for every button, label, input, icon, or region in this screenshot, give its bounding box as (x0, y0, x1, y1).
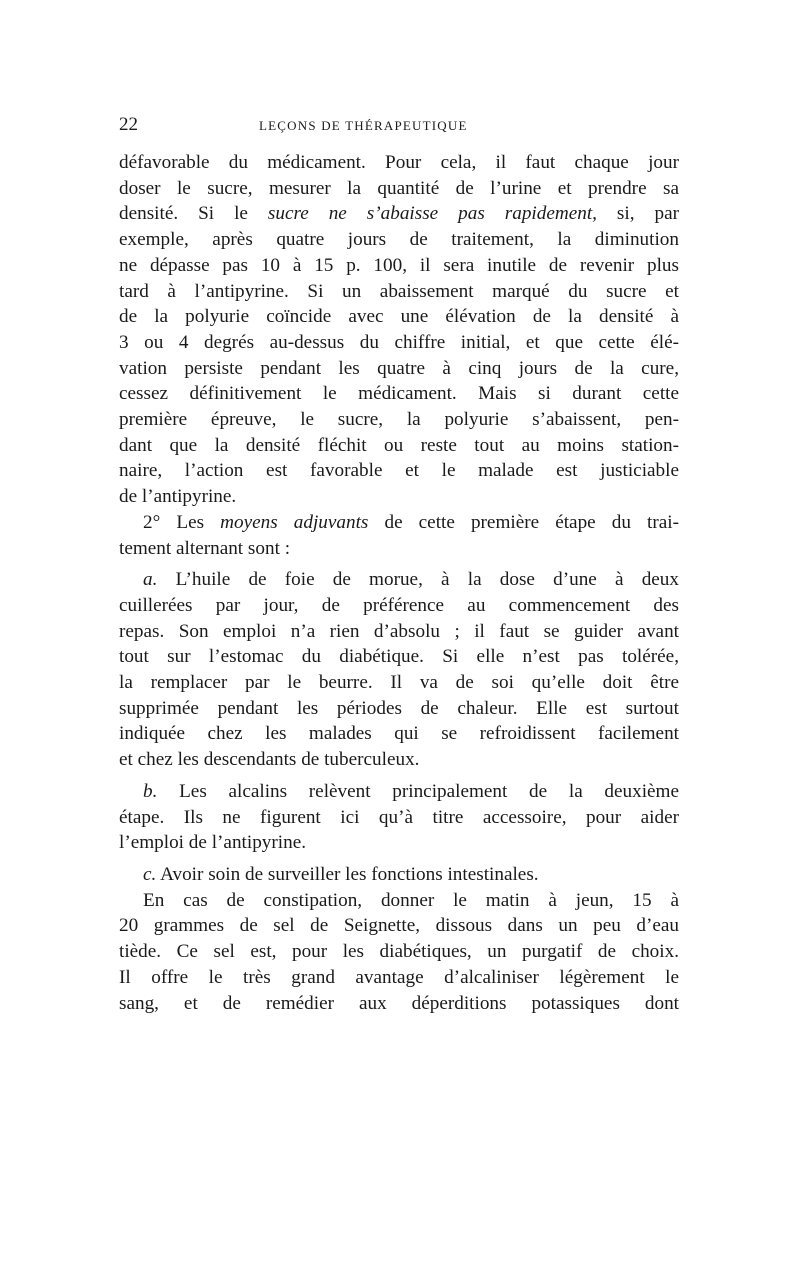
paragraph-1 (119, 150, 679, 510)
text-line: sang, et de remédier aux déperditions potassiques dont (119, 992, 679, 1014)
text-line: la remplacer par le beurre. Il va de soi qu’elle doit être (119, 672, 679, 694)
text-line: l’emploi de l’antipyrine. (119, 832, 307, 854)
text-line: de la polyurie coïncide avec une élévation de la densité à (119, 306, 679, 328)
paragraph-b (119, 779, 679, 856)
text-line: exemple, après quatre jours de traitement, la diminution (119, 229, 679, 251)
text-line: étape. Ils ne figurent ici qu’à titre accessoire, pour aider (119, 806, 679, 828)
paragraph-2 (119, 510, 679, 561)
item-label: c. (143, 863, 157, 885)
item-label: a. (143, 569, 158, 591)
page-header (119, 114, 679, 142)
text-line: En cas de constipation, donner le matin à jeun, 15 à (143, 889, 679, 911)
paragraph-c (119, 862, 679, 888)
page-number: 22 (119, 114, 138, 135)
text-line: tiède. Ce sel est, pour les diabétiques, un purgatif de choix. (119, 941, 679, 963)
text-line: a. L’huile de foie de morue, à la dose d’une à deux (143, 569, 679, 591)
text-line: tard à l’antipyrine. Si un abaissement marqué du sucre et (119, 280, 679, 302)
text-line: naire, l’action est favorable et le malade est justiciable (119, 460, 679, 482)
text-line: vation persiste pendant les quatre à cinq jours de la cure, (119, 357, 679, 379)
text-line: ne dépasse pas 10 à 15 p. 100, il sera inutile de revenir plus (119, 254, 679, 276)
text-line: première épreuve, le sucre, la polyurie s’abaissent, pen- (119, 409, 679, 431)
text-line: dant que la densité fléchit ou reste tout au moins station- (119, 434, 679, 456)
text-line: 3 ou 4 degrés au-dessus du chiffre initial, et que cette élé- (119, 331, 679, 353)
text-line: de l’antipyrine. (119, 486, 237, 508)
text-line: doser le sucre, mesurer la quantité de l’urine et prendre sa (119, 177, 679, 199)
paragraph-6 (119, 888, 679, 1017)
text-line: et chez les descendants de tuberculeux. (119, 749, 420, 771)
text-line: 2° Les moyens adjuvants de cette première étape du trai- (143, 511, 679, 533)
text-line: repas. Son emploi n’a rien d’absolu ; il faut se guider avant (119, 620, 679, 642)
text-line: cessez définitivement le médicament. Mais si durant cette (119, 383, 679, 405)
item-label: b. (143, 780, 158, 802)
text-line: indiquée chez les malades qui se refroidissent facilement (119, 723, 679, 745)
text-line: Il offre le très grand avantage d’alcaliniser légèrement le (119, 966, 679, 988)
text-line: 20 grammes de sel de Seignette, dissous dans un peu d’eau (119, 915, 679, 937)
text-line: tement alternant sont : (119, 537, 291, 559)
italic-phrase: sucre ne s’abaisse pas rapidement, (267, 203, 597, 225)
italic-phrase: moyens adjuvants (220, 511, 369, 533)
paragraph-a (119, 567, 679, 773)
text-line: défavorable du médicament. Pour cela, il faut chaque jour (119, 152, 679, 173)
text-line: c. Avoir soin de surveiller les fonctions intestinales. (143, 863, 539, 885)
book-page (119, 114, 679, 1016)
text-line: densité. Si le sucre ne s’abaisse pas rapidement, si, par (119, 203, 679, 225)
running-head: LEÇONS DE THÉRAPEUTIQUE (259, 118, 468, 133)
text-line: cuillerées par jour, de préférence au commencement des (119, 594, 679, 616)
text-line: supprimée pendant les périodes de chaleur. Elle est surtout (119, 697, 679, 719)
text-line: b. Les alcalins relèvent principalement de la deuxième (143, 780, 679, 802)
text-line: tout sur l’estomac du diabétique. Si elle n’est pas tolérée, (119, 646, 679, 668)
